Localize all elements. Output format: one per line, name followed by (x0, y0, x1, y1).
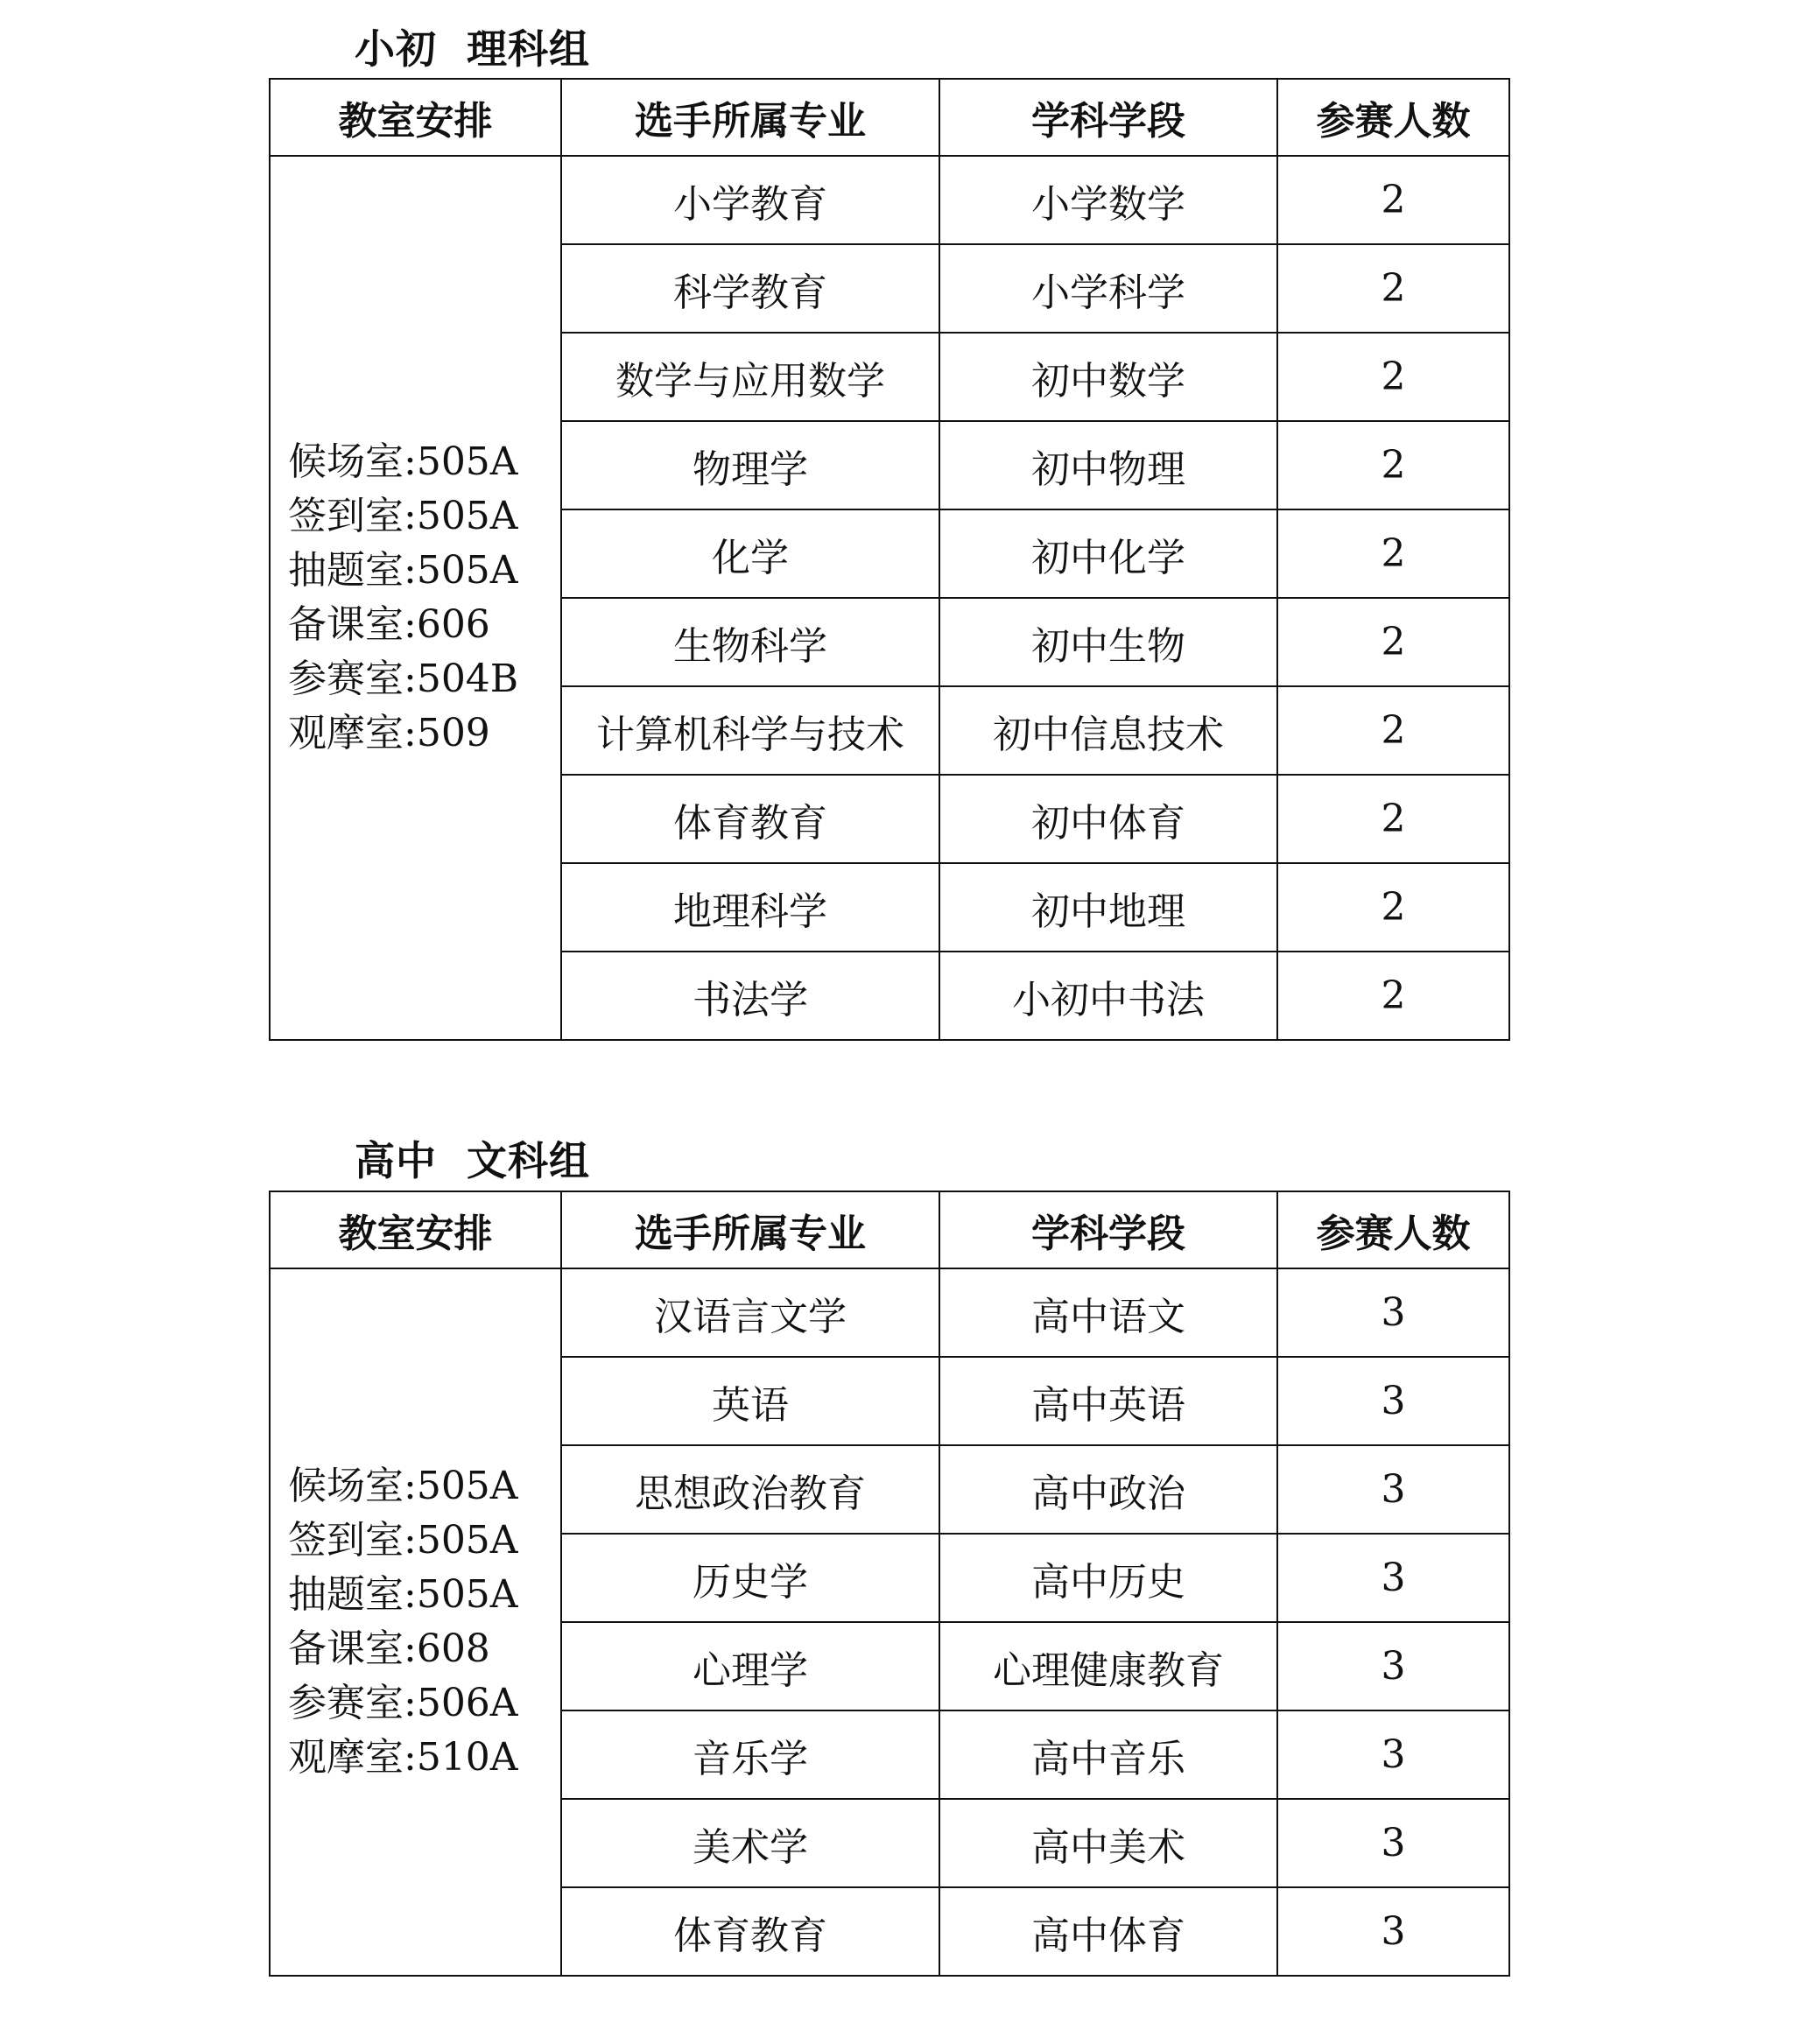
major-cell: 计算机科学与技术 (561, 686, 939, 775)
subject-cell: 小初中书法 (939, 952, 1277, 1040)
schedule-table (269, 1191, 1510, 1977)
count-cell: 2 (1277, 775, 1509, 863)
major-cell: 历史学 (561, 1534, 939, 1622)
subject-cell: 初中化学 (939, 509, 1277, 598)
header-major: 选手所属专业 (561, 79, 939, 156)
count-cell: 2 (1277, 863, 1509, 952)
room-prep: 备课室:608 (288, 1626, 490, 1671)
subject-cell: 初中生物 (939, 598, 1277, 686)
count-cell: 2 (1277, 244, 1509, 333)
room-contest: 参赛室:504B (288, 657, 519, 701)
major-cell: 数学与应用数学 (561, 333, 939, 421)
subject-cell: 高中音乐 (939, 1710, 1277, 1799)
major-cell: 书法学 (561, 952, 939, 1040)
major-cell: 音乐学 (561, 1710, 939, 1799)
table-row (270, 1268, 1509, 1357)
table-row (270, 156, 1509, 244)
count-cell: 3 (1277, 1357, 1509, 1445)
major-cell: 体育教育 (561, 1887, 939, 1976)
major-cell: 物理学 (561, 421, 939, 509)
subject-cell: 心理健康教育 (939, 1622, 1277, 1710)
major-cell: 地理科学 (561, 863, 939, 952)
room-waiting: 候场室:505A (288, 1464, 518, 1508)
subject-cell: 初中信息技术 (939, 686, 1277, 775)
room-contest: 参赛室:506A (288, 1681, 518, 1725)
major-cell: 科学教育 (561, 244, 939, 333)
subject-cell: 高中语文 (939, 1268, 1277, 1357)
subject-cell: 高中美术 (939, 1799, 1277, 1887)
room-checkin: 签到室:505A (288, 1518, 518, 1563)
room-observe: 观摩室:510A (288, 1735, 518, 1780)
subject-cell: 小学数学 (939, 156, 1277, 244)
subject-cell: 高中政治 (939, 1445, 1277, 1534)
table-header-row (270, 1191, 1509, 1268)
count-cell: 3 (1277, 1799, 1509, 1887)
rooms-cell (270, 1268, 561, 1976)
major-cell: 美术学 (561, 1799, 939, 1887)
count-cell: 3 (1277, 1710, 1509, 1799)
header-rooms: 教室安排 (270, 1191, 561, 1268)
header-count: 参赛人数 (1277, 1191, 1509, 1268)
count-cell: 2 (1277, 952, 1509, 1040)
section-title: 高中 文科组 (355, 1137, 591, 1184)
count-cell: 3 (1277, 1534, 1509, 1622)
header-count: 参赛人数 (1277, 79, 1509, 156)
subject-cell: 高中体育 (939, 1887, 1277, 1976)
header-subject: 学科学段 (939, 1191, 1277, 1268)
room-prep: 备课室:606 (288, 602, 490, 647)
room-draw: 抽题室:505A (288, 1572, 518, 1617)
major-cell: 英语 (561, 1357, 939, 1445)
major-cell: 汉语言文学 (561, 1268, 939, 1357)
count-cell: 2 (1277, 156, 1509, 244)
subject-cell: 初中体育 (939, 775, 1277, 863)
major-cell: 生物科学 (561, 598, 939, 686)
room-observe: 观摩室:509 (288, 711, 490, 755)
major-cell: 化学 (561, 509, 939, 598)
subject-cell: 初中物理 (939, 421, 1277, 509)
subject-cell: 小学科学 (939, 244, 1277, 333)
count-cell: 3 (1277, 1622, 1509, 1710)
count-cell: 2 (1277, 686, 1509, 775)
count-cell: 2 (1277, 598, 1509, 686)
room-checkin: 签到室:505A (288, 494, 518, 538)
count-cell: 2 (1277, 333, 1509, 421)
header-subject: 学科学段 (939, 79, 1277, 156)
header-major: 选手所属专业 (561, 1191, 939, 1268)
subject-cell: 初中地理 (939, 863, 1277, 952)
major-cell: 思想政治教育 (561, 1445, 939, 1534)
schedule-table (269, 78, 1510, 1041)
count-cell: 3 (1277, 1445, 1509, 1534)
section-title: 小初 理科组 (355, 25, 591, 73)
rooms-cell (270, 156, 561, 1040)
subject-cell: 初中数学 (939, 333, 1277, 421)
count-cell: 2 (1277, 421, 1509, 509)
major-cell: 小学教育 (561, 156, 939, 244)
count-cell: 3 (1277, 1887, 1509, 1976)
count-cell: 2 (1277, 509, 1509, 598)
table-header-row (270, 79, 1509, 156)
header-rooms: 教室安排 (270, 79, 561, 156)
room-draw: 抽题室:505A (288, 548, 518, 593)
major-cell: 体育教育 (561, 775, 939, 863)
subject-cell: 高中历史 (939, 1534, 1277, 1622)
count-cell: 3 (1277, 1268, 1509, 1357)
room-waiting: 候场室:505A (288, 439, 518, 484)
subject-cell: 高中英语 (939, 1357, 1277, 1445)
major-cell: 心理学 (561, 1622, 939, 1710)
